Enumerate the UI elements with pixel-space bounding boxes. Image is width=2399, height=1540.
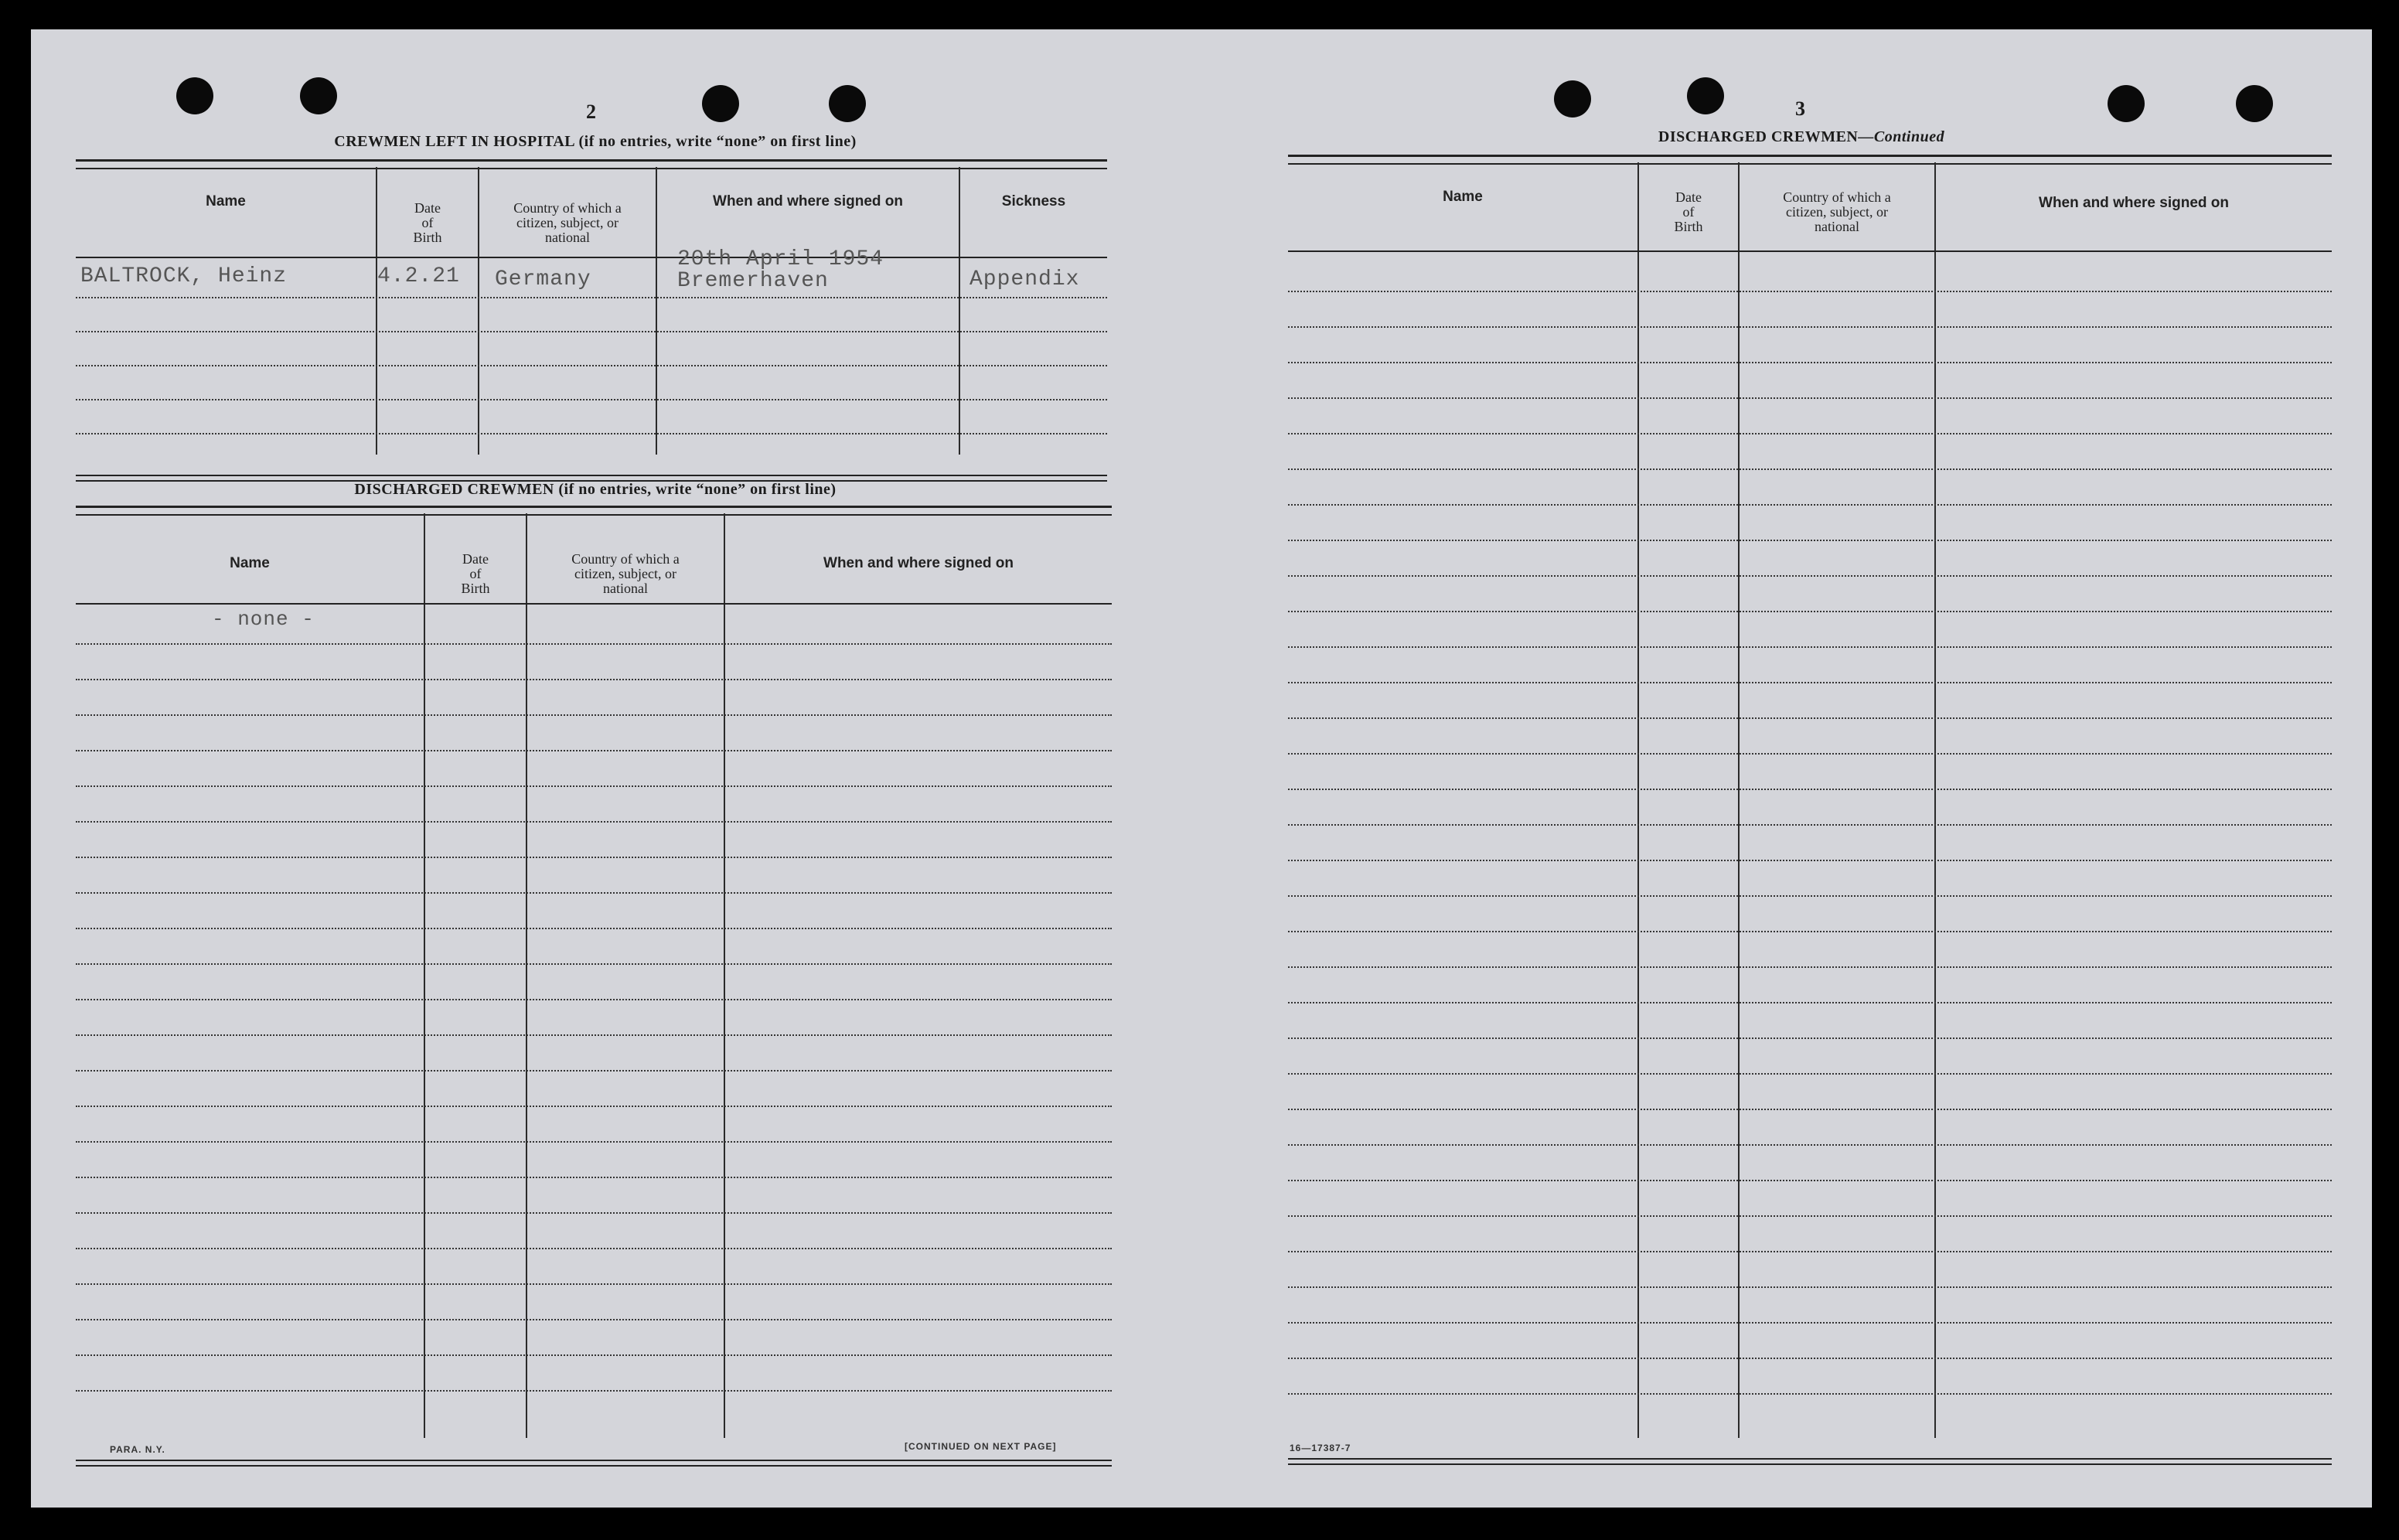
punch-hole <box>300 77 337 114</box>
col-header-dob: Date of Birth <box>461 550 490 596</box>
discharged-continued-title: DISCHARGED CREWMEN—Continued <box>1658 128 1945 145</box>
col-header-dob: Date of Birth <box>1674 189 1703 234</box>
col-header-country: Country of which a citizen, subject, or national <box>571 550 680 596</box>
discharged-continued-table <box>1288 155 2332 1469</box>
hospital-table <box>76 159 1107 484</box>
punch-hole <box>829 85 866 122</box>
col-header-country: Country of which a citizen, subject, or national <box>513 199 622 245</box>
punch-hole <box>2236 85 2273 122</box>
page-number: 3 <box>1795 97 1805 120</box>
col-header-name: Name <box>206 193 246 210</box>
left-page <box>31 29 1175 1508</box>
footer-printer: PARA. N.Y. <box>110 1444 165 1455</box>
right-page <box>1222 29 2372 1508</box>
document-scan <box>31 29 2372 1508</box>
col-header-signed: When and where signed on <box>713 193 903 210</box>
punch-hole <box>1687 77 1724 114</box>
punch-hole <box>176 77 213 114</box>
col-header-sickness: Sickness <box>1001 193 1066 210</box>
col-header-name: Name <box>230 555 270 571</box>
hospital-entry-country: Germany <box>495 267 591 291</box>
punch-hole <box>1554 80 1591 118</box>
punch-hole <box>2108 85 2145 122</box>
col-header-country: Country of which a citizen, subject, or national <box>1783 189 1891 234</box>
col-header-dob: Date of Birth <box>413 199 442 245</box>
col-header-name: Name <box>1443 189 1483 205</box>
discharged-table <box>76 506 1112 1472</box>
footer-continued: [CONTINUED ON NEXT PAGE] <box>905 1441 1057 1452</box>
col-header-signed: When and where signed on <box>2039 195 2229 211</box>
hospital-entry-sickness: Appendix <box>969 267 1080 291</box>
page-number: 2 <box>586 101 596 123</box>
punch-hole <box>702 85 739 122</box>
hospital-entry-signed-place: Bremerhaven <box>677 269 829 293</box>
discharged-entry-none: - none - <box>212 608 315 631</box>
footer-form-number: 16—17387-7 <box>1290 1443 1351 1453</box>
hospital-entry-dob: 4.2.21 <box>377 264 460 288</box>
hospital-entry-signed-date: 20th April 1954 <box>677 247 884 271</box>
hospital-section-title: CREWMEN LEFT IN HOSPITAL (if no entries, write “none” on first line) <box>334 133 857 150</box>
col-header-signed: When and where signed on <box>823 555 1014 571</box>
discharged-section-title: DISCHARGED CREWMEN (if no entries, write “none” on first line) <box>354 481 837 498</box>
hospital-entry-name: BALTROCK, Heinz <box>80 264 288 288</box>
